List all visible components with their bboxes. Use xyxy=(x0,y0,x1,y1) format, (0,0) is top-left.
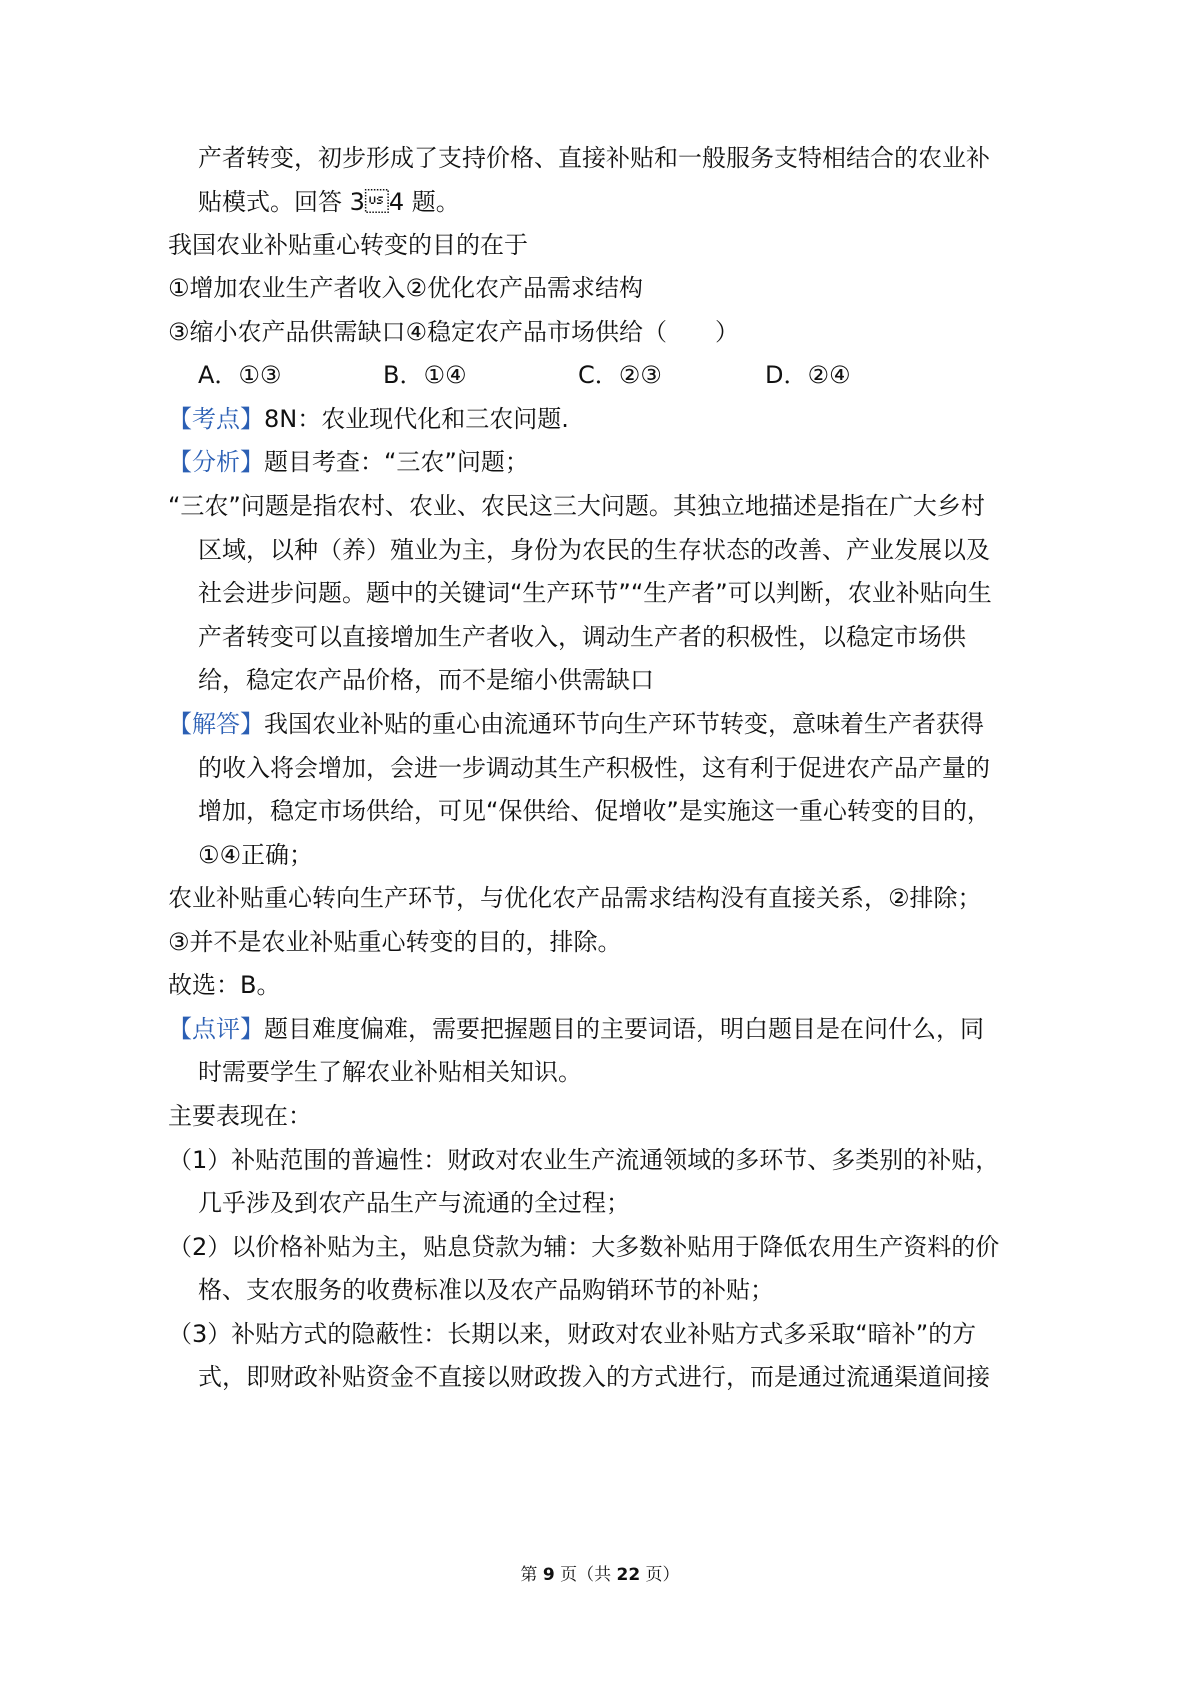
text-line: 产者转变，初步形成了支持价格、直接补贴和一般服务支特相结合的农业补 xyxy=(198,144,990,172)
jieda-text: 我国农业补贴的重心由流通环节向生产环节转变，意味着生产者获得 xyxy=(264,710,984,738)
text-line: 给，稳定农产品价格，而不是缩小供需缺口 xyxy=(198,666,654,694)
text-line: 主要表现在： xyxy=(168,1102,312,1130)
option-d: D．②④ xyxy=(765,361,851,389)
text-line: 的收入将会增加，会进一步调动其生产积极性，这有利于促进农产品产量的 xyxy=(198,754,990,782)
footer-middle: 页（共 xyxy=(554,1565,617,1585)
text-line: ①④正确； xyxy=(198,841,314,869)
statement-line: ①增加农业生产者收入②优化农产品需求结构 xyxy=(168,274,644,302)
text-line: 产者转变可以直接增加生产者收入，调动生产者的积极性，以稳定市场供 xyxy=(198,623,966,651)
dianping-line xyxy=(168,1013,984,1045)
text-line: 社会进步问题。题中的关键词“生产环节”“生产者”可以判断，农业补贴向生 xyxy=(198,579,992,607)
kaodian-line xyxy=(168,403,569,435)
jieda-tag: 【解答】 xyxy=(168,710,264,738)
current-page-number: 9 xyxy=(542,1565,555,1585)
question-stem: 我国农业补贴重心转变的目的在于 xyxy=(168,231,528,259)
text-line: 几乎涉及到农产品生产与流通的全过程； xyxy=(198,1189,630,1217)
fenxi-line xyxy=(168,446,529,478)
kaodian-text: 8N：农业现代化和三农问题. xyxy=(264,405,569,433)
list-item: （3）补贴方式的隐蔽性：长期以来，财政对农业补贴方式多采取“暗补”的方 xyxy=(168,1320,977,1348)
option-a: A．①③ xyxy=(198,361,282,389)
option-c: C．②③ xyxy=(578,361,662,389)
final-answer: 故选：B。 xyxy=(168,971,281,999)
fenxi-tag: 【分析】 xyxy=(168,448,264,476)
text-line: 时需要学生了解农业补贴相关知识。 xyxy=(198,1058,582,1086)
text-line: 式，即财政补贴资金不直接以财政拨入的方式进行，而是通过流通渠道间接 xyxy=(198,1363,990,1391)
dianping-tag: 【点评】 xyxy=(168,1015,264,1043)
list-item: （2）以价格补贴为主，贴息贷款为辅：大多数补贴用于降低农用生产资料的价 xyxy=(168,1233,1000,1261)
dianping-text: 题目难度偏难，需要把握题目的主要词语，明白题目是在问什么，同 xyxy=(264,1015,984,1043)
text-line: 农业补贴重心转向生产环节，与优化农产品需求结构没有直接关系，②排除； xyxy=(168,884,982,912)
text-line: 增加，稳定市场供给，可见“保供给、促增收”是实施这一重心转变的目的， xyxy=(198,797,991,825)
text-line: 区域，以种（养）殖业为主，身份为农民的生存状态的改善、产业发展以及 xyxy=(198,536,990,564)
text-line: ③并不是农业补贴重心转变的目的，排除。 xyxy=(168,928,622,956)
answer-options xyxy=(0,359,1200,391)
kaodian-tag: 【考点】 xyxy=(168,405,264,433)
text-line: 贴模式。回答 3 4 题。 xyxy=(198,188,460,216)
jieda-line xyxy=(168,708,984,740)
total-page-number: 22 xyxy=(616,1565,641,1585)
text-line: 格、支农服务的收费标准以及农产品购销环节的补贴； xyxy=(198,1276,774,1304)
option-b: B．①④ xyxy=(383,361,467,389)
list-item: （1）补贴范围的普遍性：财政对农业生产流通领域的多环节、多类别的补贴， xyxy=(168,1146,1000,1174)
page-footer xyxy=(0,1560,1200,1585)
statement-line: ③缩小农产品供需缺口④稳定农产品市场供给（ ） xyxy=(168,318,740,346)
footer-suffix: 页） xyxy=(640,1565,680,1585)
fenxi-text: 题目考查：“三农”问题； xyxy=(264,448,529,476)
footer-prefix: 第 xyxy=(520,1565,543,1585)
text-line: “三农”问题是指农村、农业、农民这三大问题。其独立地描述是指在广大乡村 xyxy=(168,492,985,520)
